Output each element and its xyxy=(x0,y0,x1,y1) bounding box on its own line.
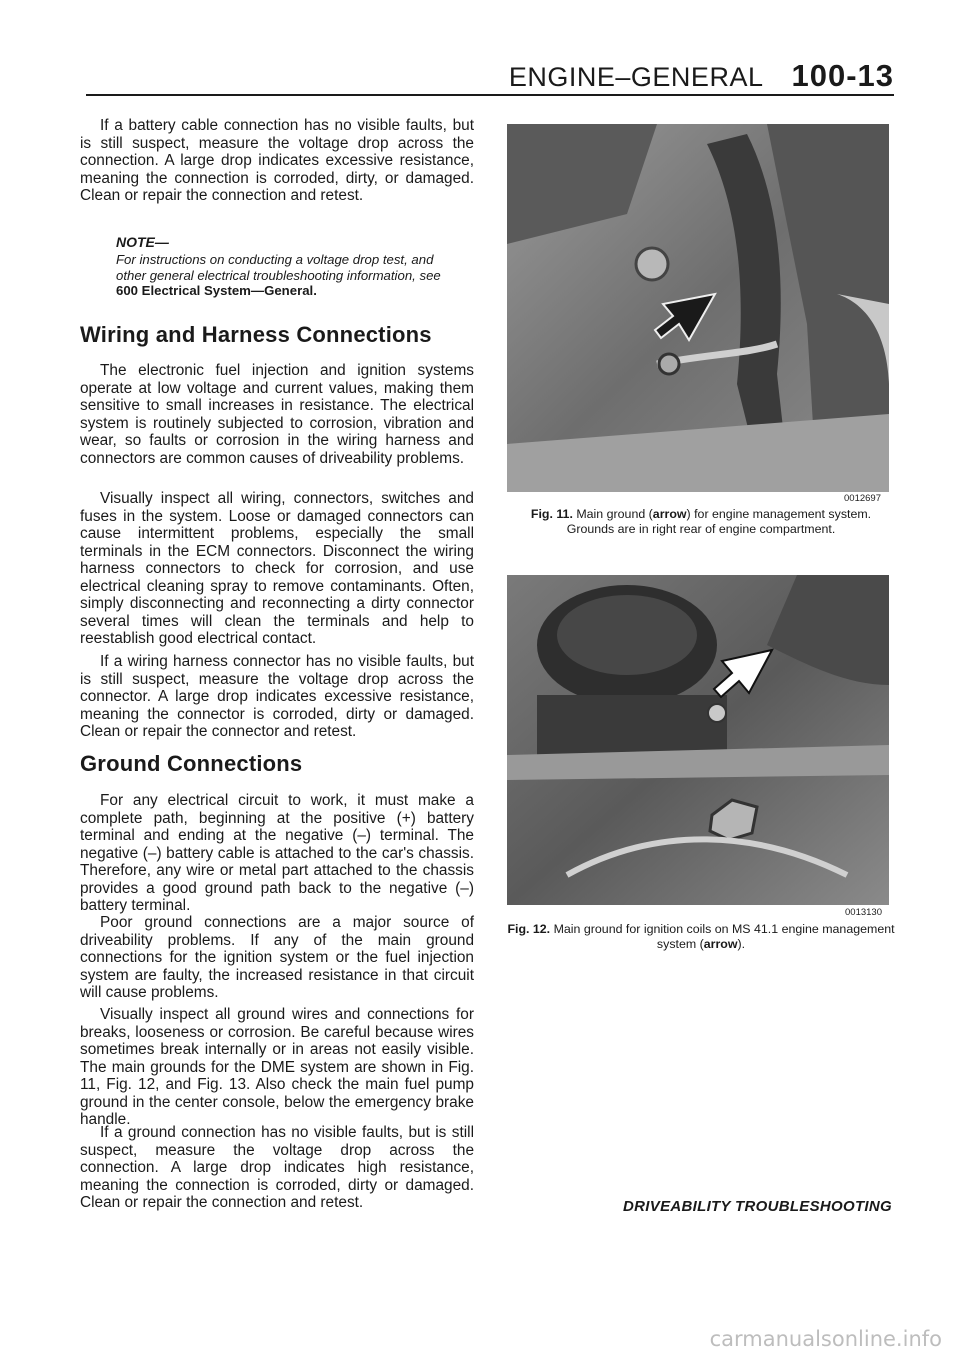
heading-ground-connections: Ground Connections xyxy=(80,751,303,776)
header-rule xyxy=(86,94,894,96)
note-heading: NOTE— xyxy=(116,234,169,250)
fig11-photo xyxy=(507,124,889,492)
fig11-caption-arrow: arrow xyxy=(652,507,687,521)
paragraph-ground-retest: If a ground connection has no visible faults, but is still suspect, measure the voltage drop across the connection. A large drop indicates high resistance, meaning the connection is corroded, dirty or damaged. Clean or repair the connection and retest. xyxy=(80,1124,474,1211)
page-number: 100-13 xyxy=(791,58,894,93)
paragraph-wiring-inspect: Visually inspect all wiring, connectors, switches and fuses in the system. Loose or damaged connectors can cause intermittent problems, especially the small terminals in the ECM connectors. Disconnect the wiring harness connectors to check for corrosion, and use electrical cleaning spray to remove contaminants. Often, simply disconnecting and reconnecting a dirty connector several times will clean the terminals and help to reestablish good electrical contact. xyxy=(80,490,474,647)
fig12-caption-start: Main ground for ignition coils on MS 41.1 engine management system ( xyxy=(553,922,895,951)
note-text xyxy=(116,252,456,299)
fig12-id: 0013130 xyxy=(845,907,882,918)
site-watermark[interactable]: carmanualsonline.info xyxy=(709,1327,942,1351)
fig12-photo xyxy=(507,575,889,905)
section-title: ENGINE–GENERAL xyxy=(508,62,764,92)
paragraph-ground-inspect: Visually inspect all ground wires and connections for breaks, looseness or corrosion. Be careful because wires sometimes break internally or in areas not easily visible. The main grounds for the DME system are shown in Fig. 11, Fig. 12, and Fig. 13. Also check the main fuel pump ground in the center console, below the emergency brake handle. xyxy=(80,1006,474,1128)
chapter-footer: DRIVEABILITY TROUBLESHOOTING xyxy=(623,1198,892,1215)
fig12-illustration xyxy=(507,575,889,905)
fig11-label: Fig. 11. xyxy=(530,507,573,521)
note-reference: 600 Electrical System—General. xyxy=(116,283,317,298)
fig11-caption-end: ) for engine management system. Grounds are in right rear of engine compartment. xyxy=(566,507,872,536)
fig12-caption-end: ). xyxy=(737,937,746,951)
page-header xyxy=(509,58,894,94)
paragraph-wiring-retest: If a wiring harness connector has no visible faults, but is still suspect, measure the voltage drop across the connector. A large drop indicates excessive resistance, meaning the connector is corroded, dirty or damaged. Clean or repair the connector and retest. xyxy=(80,653,474,740)
paragraph-ground-path: For any electrical circuit to work, it must make a complete path, beginning at the positive (+) battery terminal and ending at the negative (–) terminal. The negative (–) battery cable is attached to the car's chassis. Therefore, any wire or metal part attached to the chassis provides a good ground path back to the negative (–) battery terminal. xyxy=(80,792,474,914)
heading-wiring-harness: Wiring and Harness Connections xyxy=(80,322,432,347)
paragraph-ground-poor: Poor ground connections are a major source of driveability problems. If any of the main ground connections for the ignition system or the fuel injection system are faulty, the increased resistance in that circuit will cause problems. xyxy=(80,914,474,1001)
fig12-caption-arrow: arrow xyxy=(703,937,738,951)
fig12-label: Fig. 12. xyxy=(507,922,551,936)
fig12-caption xyxy=(507,922,895,952)
fig11-caption xyxy=(507,507,895,537)
paragraph-wiring-intro: The electronic fuel injection and ignition systems operate at low voltage and current values, making them sensitive to small increases in resistance. The electrical system is routinely subjected to corrosion, vibration and wear, so faults or corrosion in the wiring harness and connectors are common causes of driveability problems. xyxy=(80,362,474,467)
paragraph-battery-cable: If a battery cable connection has no visible faults, but is still suspect, measure the voltage drop across the connection. A large drop indicates excessive resistance, meaning the connection is corroded, dirty, or damaged. Clean or repair the connection and retest. xyxy=(80,117,474,204)
note-body: For instructions on conducting a voltage drop test, and other general electrical troubleshooting information, see xyxy=(116,252,441,283)
fig11-caption-start: Main ground ( xyxy=(576,507,653,521)
fig11-id: 0012697 xyxy=(844,493,881,504)
fig11-illustration xyxy=(507,124,889,492)
